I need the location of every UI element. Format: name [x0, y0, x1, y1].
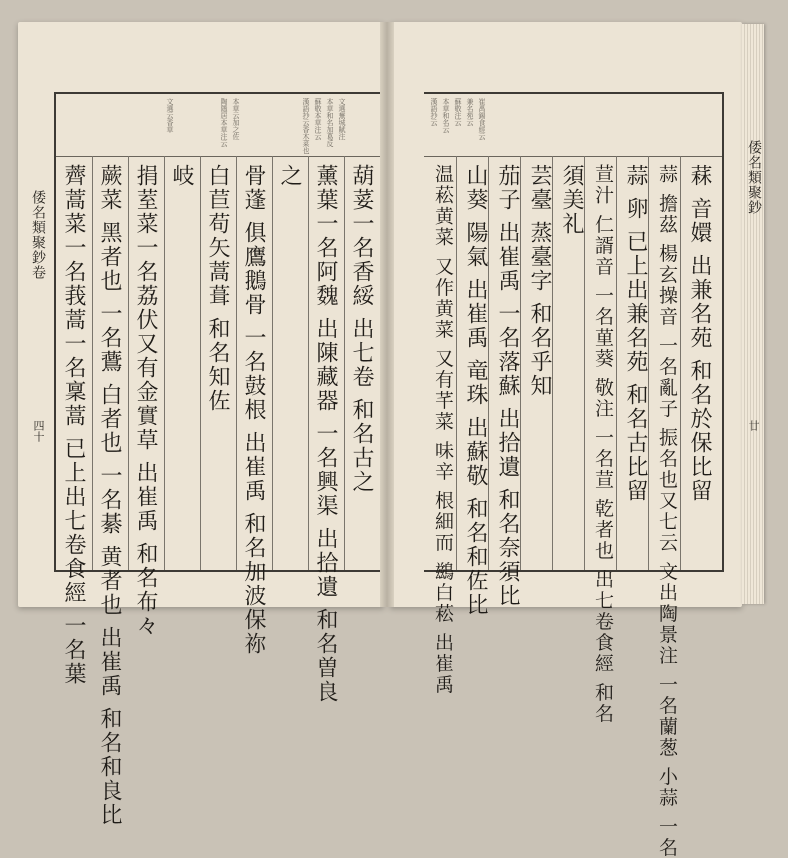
left-headnote: 本草云加之佐	[232, 98, 240, 140]
text-column: 白苣苟矢蒿葺 和名知佐	[205, 164, 230, 413]
column-rule	[520, 156, 521, 570]
text-column: 岐	[169, 164, 194, 188]
column-rule	[128, 156, 129, 570]
book-gutter	[380, 22, 394, 607]
right-headnote: 兼名苑云	[466, 98, 474, 126]
left-headnote: 漢語抄云香木菜也	[302, 98, 310, 154]
right-folio: 廿	[747, 420, 760, 431]
column-rule	[344, 156, 345, 570]
text-column: 荁汁 仁諝音 一名荲葵 敬注 一名荁 乾者也 出七卷食經 和名	[592, 164, 614, 725]
text-column: 蕨菜 黑者也 一名鷰 白者也 一名綦 黄者也 出崔禹 和名和良比	[97, 164, 122, 827]
column-rule	[164, 156, 165, 570]
column-rule	[680, 156, 681, 570]
left-headnote: 文選蕪城賦注	[338, 98, 346, 140]
left-folio: 四十	[32, 420, 45, 442]
text-column: 山葵 陽氣 出崔禹 竜珠 出蘇敬 和名和佐比	[463, 164, 488, 617]
column-rule	[92, 156, 93, 570]
column-rule	[308, 156, 309, 570]
text-column: 温菘黄菜 又作黄菜 又有芊菜 味辛 根細而 鷀白菘 出崔禹	[432, 164, 454, 696]
column-rule	[616, 156, 617, 570]
column-rule	[584, 156, 585, 570]
column-rule	[488, 156, 489, 570]
column-rule	[552, 156, 553, 570]
text-column: 䔉 音嬛 出兼名苑 和名於保比留	[687, 164, 712, 503]
text-column: 之	[277, 164, 302, 188]
left-edge-title: 倭名類聚鈔卷	[30, 190, 46, 280]
right-headnote: 崔禹錫食經云	[478, 98, 486, 140]
left-headnote: 文選云香草	[166, 98, 174, 133]
left-headnote: 蘇敬本草注云	[314, 98, 322, 140]
right-headnote: 蘇敬注云	[454, 98, 462, 126]
column-rule	[456, 156, 457, 570]
column-rule	[648, 156, 649, 570]
text-column: 捐荎菜一名荔伏又有金實草 出崔禹 和名布々	[133, 164, 158, 638]
text-column: 薺蒿菜一名莪蒿一名稟蒿 已上出七卷食經 一名葉	[61, 164, 86, 686]
text-column: 蒜 卵 已上出兼名苑 和名古比留	[623, 164, 648, 503]
right-headnote: 漢語抄云	[430, 98, 438, 126]
left-text-frame	[54, 92, 380, 827]
text-column: 芸臺 蒸臺字 和名乎知	[527, 164, 552, 398]
column-rule	[236, 156, 237, 570]
right-text-frame	[424, 92, 724, 858]
text-column: 薰葉一名阿魏 出陳藏器 一名興渠 出拾遺 和名曽良	[313, 164, 338, 704]
text-column: 蒜 擔茲 楊玄操音 一名亂子 振名也又七云 文出陶景注 一名蘭葱 小蒜 一名	[656, 164, 678, 858]
left-headnote: 本草和名加葛反	[326, 98, 334, 147]
right-headnote: 本草和名云	[442, 98, 450, 133]
page-edges	[742, 24, 764, 604]
text-column: 葫荽一名香綏 出七卷 和名古之	[349, 164, 374, 494]
left-headnote: 陶隱居本草注云	[220, 98, 228, 147]
column-rule	[272, 156, 273, 570]
right-edge-title: 倭名類聚鈔	[746, 140, 762, 215]
text-column: 骨蓬 俱鷹鵝骨 一名鼓根 出崔禹 和名加波保祢	[241, 164, 266, 656]
column-rule	[200, 156, 201, 570]
text-column: 茄子 出崔禹 一名落蘇 出拾遺 和名奈須比	[495, 164, 520, 608]
text-column: 須美礼	[559, 164, 584, 236]
